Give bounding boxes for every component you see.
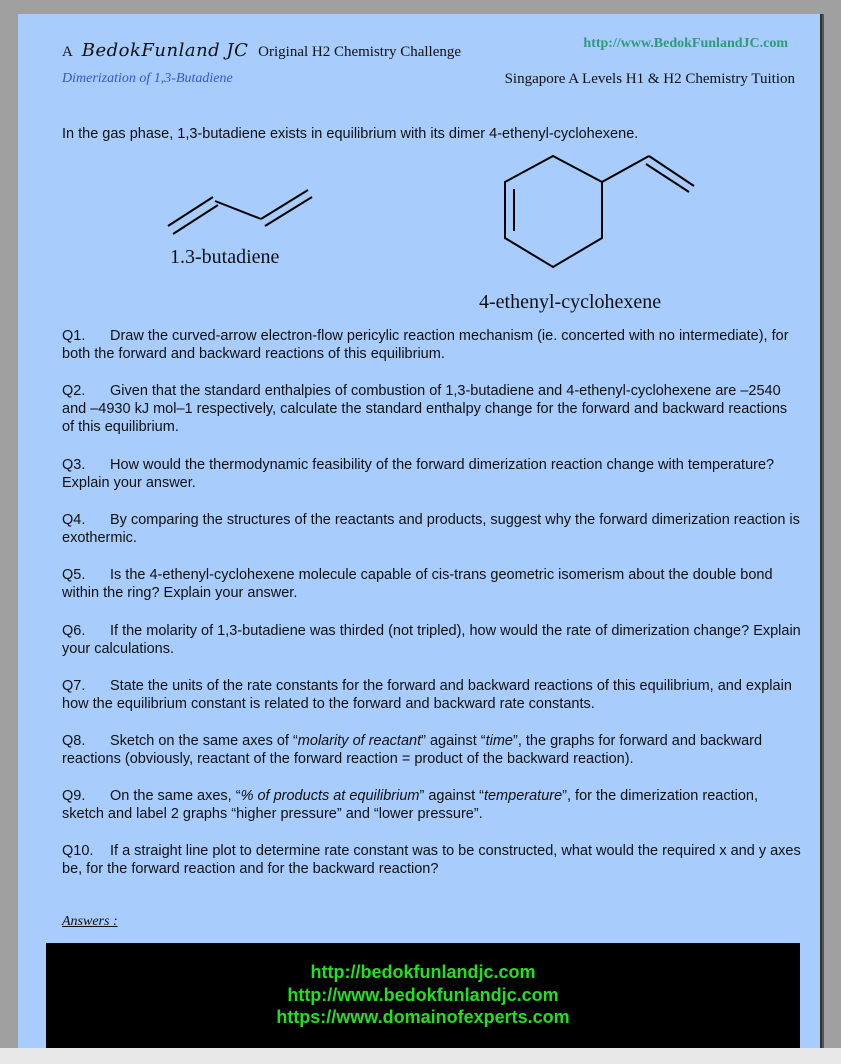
header-prefix: A xyxy=(62,44,73,60)
viewer-bottom-bar xyxy=(0,1048,841,1064)
question-2 xyxy=(62,382,802,436)
question-text-part: ” against “ xyxy=(421,733,486,749)
question-text-part: ” against “ xyxy=(419,788,484,804)
header-subtitle: Dimerization of 1,3-Butadiene xyxy=(62,71,233,86)
document-page xyxy=(18,14,822,1054)
question-4 xyxy=(62,511,802,547)
question-10 xyxy=(62,842,802,878)
question-number: Q10. xyxy=(62,843,94,859)
header-url-link[interactable]: http://www.BedokFunlandJC.com xyxy=(583,36,788,51)
question-text: If a straight line plot to determine rate constant was to be constructed, what would the required x and y axes be, for the forward reaction and for the backward reaction? xyxy=(62,843,801,877)
answers-link-box xyxy=(46,943,800,1054)
link-bedokfunlandjc[interactable]: http://bedokfunlandjc.com xyxy=(310,962,536,982)
question-5 xyxy=(62,566,802,602)
question-text-italic: temperature xyxy=(483,788,563,804)
butadiene-label: 1.3-butadiene xyxy=(170,246,280,268)
header-tuition: Singapore A Levels H1 & H2 Chemistry Tuition xyxy=(504,71,795,87)
question-text-italic: % of products at equilibrium xyxy=(240,788,420,804)
question-text: State the units of the rate constants for the forward and backward reactions of this equilibrium, and explain how the equilibrium constant is related to the forward and backward rate constants. xyxy=(62,678,792,712)
question-number: Q1. xyxy=(62,328,86,344)
question-number: Q7. xyxy=(62,678,86,694)
intro-text: In the gas phase, 1,3-butadiene exists in equilibrium with its dimer 4-ethenyl-cyclohexene. xyxy=(62,126,639,142)
question-text-part: ”, the graphs for forward and backward reactions (obviously, reactant of the forward reaction = product of the backward reaction). xyxy=(62,733,763,767)
link-www-bedokfunlandjc[interactable]: http://www.bedokfunlandjc.com xyxy=(287,985,559,1005)
question-1 xyxy=(62,327,802,363)
question-text: How would the thermodynamic feasibility of the forward dimerization reaction change with temperature? Explain your answer. xyxy=(62,457,775,491)
question-number: Q6. xyxy=(62,623,86,639)
question-8 xyxy=(62,732,802,768)
question-text: Is the 4-ethenyl-cyclohexene molecule capable of cis-trans geometric isomerism about the double bond within the ring? Explain your answer. xyxy=(62,567,773,601)
question-3 xyxy=(62,456,802,492)
question-text: Draw the curved-arrow electron-flow pericylic reaction mechanism (ie. concerted with no intermediate), for both the forward and backward reactions of this equilibrium. xyxy=(62,328,789,362)
question-9 xyxy=(62,787,802,823)
cyclohexene-structure xyxy=(18,14,820,334)
header-suffix: Original H2 Chemistry Challenge xyxy=(258,44,462,60)
link-domainofexperts[interactable]: https://www.domainofexperts.com xyxy=(276,1007,570,1027)
question-text-part: ”, for the dimerization reaction, sketch and label 2 graphs “higher pressure” and “lower pressure”. xyxy=(62,788,758,822)
question-text: Given that the standard enthalpies of combustion of 1,3-butadiene and 4-ethenyl-cyclohexene are –2540 and –4930 kJ mol–1 respectively, calculate the standard enthalpy change for the forward and backward reactions of this equilibrium. xyxy=(62,383,788,435)
question-number: Q9. xyxy=(62,788,86,804)
question-text-italic: time xyxy=(485,733,513,749)
question-text: By comparing the structures of the reactants and products, suggest why the forward dimerization reaction is exothermic. xyxy=(62,512,800,546)
question-text: If the molarity of 1,3-butadiene was thirded (not tripled), how would the rate of dimerization change? Explain your calculations. xyxy=(62,623,801,657)
question-number: Q2. xyxy=(62,383,86,399)
question-number: Q4. xyxy=(62,512,86,528)
cyclohexene-label: 4-ethenyl-cyclohexene xyxy=(479,291,662,313)
question-7 xyxy=(62,677,802,713)
answers-label: Answers : xyxy=(62,914,118,929)
question-number: Q8. xyxy=(62,733,86,749)
question-number: Q3. xyxy=(62,457,86,473)
question-6 xyxy=(62,622,802,658)
question-number: Q5. xyxy=(62,567,86,583)
question-text-part: Sketch on the same axes of “ xyxy=(110,733,298,749)
question-text-part: On the same axes, “ xyxy=(110,788,241,804)
brand-logo-text: BedokFunland JC xyxy=(81,40,249,61)
question-text-italic: molarity of reactant xyxy=(297,733,422,749)
